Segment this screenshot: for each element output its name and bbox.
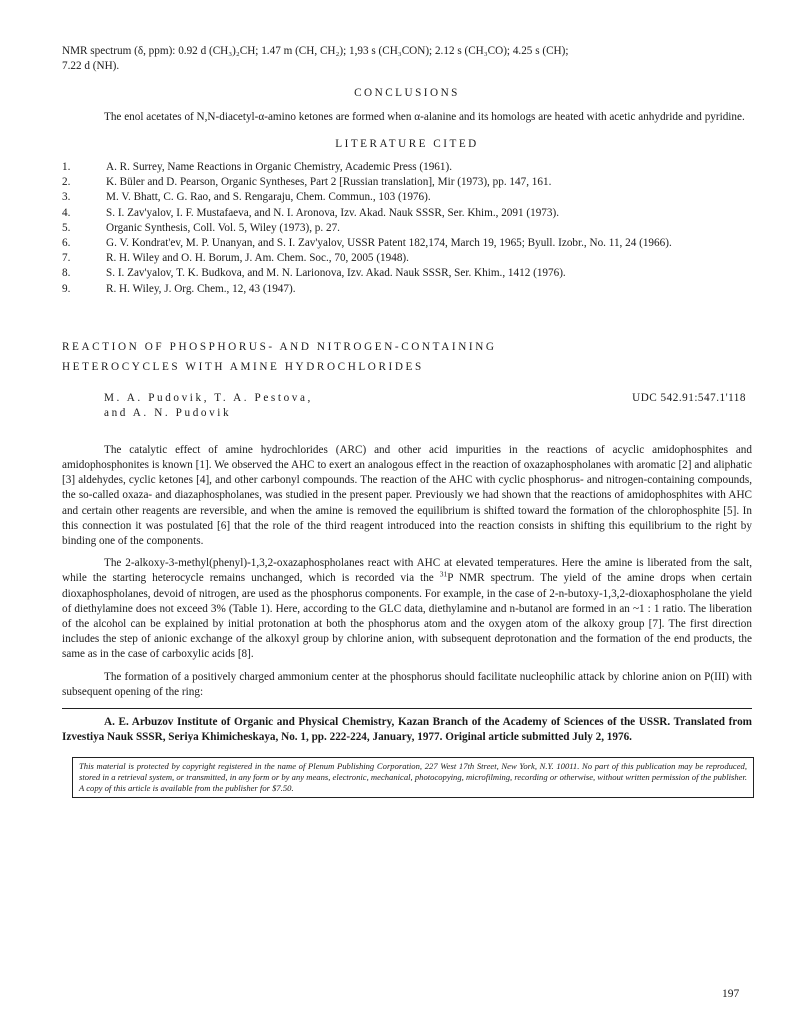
reference-text: S. I. Zav'yalov, T. K. Budkova, and M. N. Larionova, Izv. Akad. Nauk SSSR, Ser. Khim., 1412 (1976). xyxy=(106,267,566,280)
reference-text: Organic Synthesis, Coll. Vol. 5, Wiley (1973), p. 27. xyxy=(106,221,340,234)
reference-item xyxy=(62,282,752,297)
page-number: 197 xyxy=(722,988,740,1000)
paragraph-2-part-a: The 2-alkoxy-3-methyl(phenyl)-1,3,2-oxazaphospholanes react with AHC at elevated temperatures. Here the amine is liberated from the salt, while the starting heterocycle remains unchanged, which is recorded via the xyxy=(62,557,752,585)
page-body xyxy=(62,44,752,798)
article-title-line-1: REACTION OF PHOSPHORUS- AND NITROGEN-CONTAINING xyxy=(62,340,497,353)
article-title xyxy=(62,337,752,377)
reference-number: 8. xyxy=(62,267,71,280)
reference-text: G. V. Kondrat'ev, M. P. Unanyan, and S. I. Zav'yalov, USSR Patent 182,174, March 19, 1965; Byull. Izobr., No. 11, 24 (1966). xyxy=(106,237,672,250)
reference-item xyxy=(62,266,752,281)
reference-number: 2. xyxy=(62,176,71,189)
reference-text: A. R. Surrey, Name Reactions in Organic Chemistry, Academic Press (1961). xyxy=(106,161,453,174)
reference-text: R. H. Wiley, J. Org. Chem., 12, 43 (1947). xyxy=(106,282,296,295)
reference-number: 6. xyxy=(62,237,71,250)
reference-item xyxy=(62,221,752,236)
reference-number: 1. xyxy=(62,161,71,174)
paragraph-2-part-b: P NMR spectrum. The yield of the amine drops when certain dioxaphospholanes, devoid of nitrogen, are used as the phosphorus components. For example, in the case of 2-n-butoxy-1,3,2-dioxaphospholane the yield of diethylamine does not exceed 3% (Table 1). Here, according to the GLC data, diethylamine and n-butanol are formed in an ~1 : 1 ratio. The liberation of the alcohol can be explained by initial protonation at both the phosphorus atom and the oxygen atom of the alkoxy group [7]. The first direction includes the step of anionic exchange of the alkoxyl group by chlorine anion, with subsequent deprotonation and the formation of the end products, the same as in the case of carboxylic acids [8]. xyxy=(62,572,752,661)
footnote-divider xyxy=(62,708,752,709)
authors xyxy=(104,391,313,421)
reference-number: 7. xyxy=(62,252,71,265)
authors-line-1: M. A. Pudovik, T. A. Pestova, xyxy=(104,391,313,404)
article-body xyxy=(62,443,752,700)
paragraph-3: The formation of a positively charged ammonium center at the phosphorus should facilitate nucleophilic attack by chlorine anion on P(III) with subsequent opening of the ring: xyxy=(62,670,752,698)
reference-item xyxy=(62,160,752,175)
reference-item xyxy=(62,251,752,266)
reference-text: R. H. Wiley and O. H. Borum, J. Am. Chem. Soc., 70, 2005 (1948). xyxy=(106,252,409,265)
reference-text: K. Büler and D. Pearson, Organic Syntheses, Part 2 [Russian translation], Mir (1973), pp. 147, 161. xyxy=(106,176,552,189)
reference-item xyxy=(62,236,752,251)
copyright-notice: This material is protected by copyright registered in the name of Plenum Publishing Corporation, 227 West 17th Street, New York, N.Y. 10011. No part of this publication may be reproduced, stored in a retrieval system, or transmitted, in any form or by any means, electronic, mechanical, photocopying, microfilming, recording or otherwise, without written permission of the publisher. A copy of this article is available from the publisher for $7.50. xyxy=(72,757,754,798)
udc-code: UDC 542.91:547.1'118 xyxy=(632,391,746,404)
reference-text: M. V. Bhatt, C. G. Rao, and S. Rengaraju, Chem. Commun., 103 (1976). xyxy=(106,191,431,204)
byline xyxy=(104,391,752,421)
article-title-line-2: HETEROCYCLES WITH AMINE HYDROCHLORIDES xyxy=(62,360,424,373)
reference-item xyxy=(62,175,752,190)
reference-number: 3. xyxy=(62,191,71,204)
paragraph-2 xyxy=(62,556,752,662)
nmr-spectrum-line-1: NMR spectrum (δ, ppm): 0.92 d (CH₃)₂CH; 1.47 m (CH, CH₂); 1,93 s (CH₃CON); 2.12 s (CH₃CO); 4.25 s (CH); xyxy=(62,45,569,57)
reference-number: 9. xyxy=(62,282,71,295)
affiliation-note: A. E. Arbuzov Institute of Organic and Physical Chemistry, Kazan Branch of the Academy of Sciences of the USSR. Translated from Izvestiya Nauk SSSR, Seriya Khimicheskaya, No. 1, pp. 222-224, January, 1977. Original article submitted July 2, 1976. xyxy=(62,716,752,744)
isotope-superscript: 31 xyxy=(439,569,448,579)
paragraph-1: The catalytic effect of amine hydrochlorides (ARC) and other acid impurities in the reactions of acyclic amidophosphites and amidophosphonites is known [1]. We observed the AHC to exert an analogous effect in the reaction of oxazaphospholanes with aromatic [2] and aliphatic [3] aldehydes, cyclic ketones [4], and other carbonyl compounds. The reaction of the AHC with cyclic phosphorus- and nitrogen-containing compounds, the so-called oxaza- and diazaphospholanes, was studied in the present paper. Previously we had shown that the reactions of amidophosphites with AHC and certain other reagents are reversible, and when the amine is removed the equilibrium is shifted toward the formation of the chlorophosphite [5]. In this connection it was postulated [6] that the role of the third reagent introduced into the reaction consists in shifting this equilibrium to the right by binding one of the components. xyxy=(62,443,752,548)
authors-line-2: and A. N. Pudovik xyxy=(104,406,232,419)
nmr-spectrum-line-2: 7.22 d (NH). xyxy=(62,60,120,73)
reference-number: 5. xyxy=(62,221,71,234)
reference-item xyxy=(62,190,752,205)
reference-text: S. I. Zav'yalov, I. F. Mustafaeva, and N. I. Aronova, Izv. Akad. Nauk SSSR, Ser. Khim., 2091 (1973). xyxy=(106,206,560,219)
reference-list xyxy=(62,160,752,297)
conclusions-text: The enol acetates of N,N-diacetyl-α-amino ketones are formed when α-alanine and its homologs are heated with acetic anhydride and pyridine. xyxy=(104,110,745,123)
literature-heading: LITERATURE CITED xyxy=(335,137,479,150)
conclusions-heading: CONCLUSIONS xyxy=(354,87,460,100)
reference-item xyxy=(62,206,752,221)
reference-number: 4. xyxy=(62,206,71,219)
